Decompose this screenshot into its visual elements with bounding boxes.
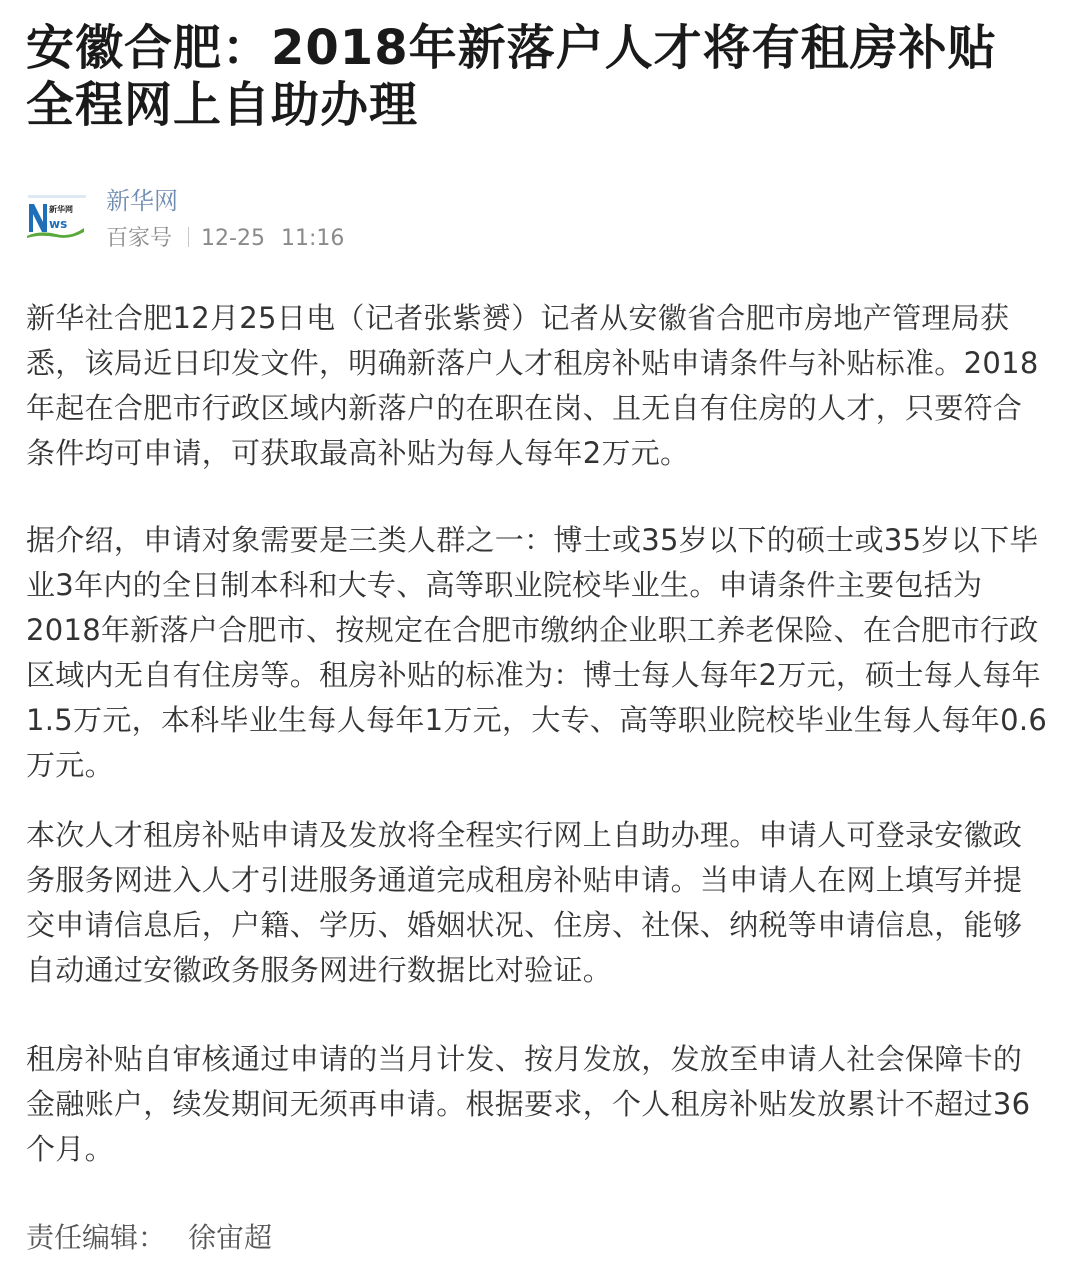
article-meta <box>106 224 344 254</box>
editor-name: 徐宙超 <box>188 1221 273 1254</box>
paragraph: 本次人才租房补贴申请及发放将全程实行网上自助办理。申请人可登录安徽政务服务网进入人才引进服务通道完成租房补贴申请。当申请人在网上填写并提交申请信息后，户籍、学历、婚姻状况、住房、社保、纳税等申请信息，能够自动通过安徽政务服务网进行数据比对验证。 <box>26 818 1023 987</box>
source-name-link[interactable]: 新华网 <box>106 187 178 215</box>
logo-text: ws <box>49 217 68 231</box>
meta-divider <box>188 227 189 247</box>
editor-credit <box>26 1218 272 1258</box>
paragraph: 租房补贴自审核通过申请的当月计发、按月发放，发放至申请人社会保障卡的金融账户，续发期间无须再申请。根据要求，个人租房补贴发放累计不超过36个月。 <box>26 1042 1031 1166</box>
xinhua-news-logo-icon[interactable] <box>26 192 88 238</box>
publish-date: 12-25 <box>201 226 265 251</box>
logo-small-text: 新华网 <box>49 205 73 214</box>
publish-time: 11:16 <box>280 226 345 251</box>
paragraph: 新华社合肥12月25日电（记者张紫赟）记者从安徽省合肥市房地产管理局获悉，该局近日印发文件，明确新落户人才租房补贴申请条件与补贴标准。2018年起在合肥市行政区域内新落户的在职在岗、且无自有住房的人才，只要符合条件均可申请，可获取最高补贴为每人每年2万元。 <box>26 301 1039 470</box>
logo-graphic <box>26 192 88 238</box>
platform-label: 百家号 <box>106 226 173 251</box>
article-title: 安徽合肥：2018年新落户人才将有租房补贴 全程网上自助办理 <box>26 20 997 133</box>
paragraph: 据介绍，申请对象需要是三类人群之一：博士或35岁以下的硕士或35岁以下毕业3年内的全日制本科和大专、高等职业院校毕业生。申请条件主要包括为2018年新落户合肥市、按规定在合肥市缴纳企业职工养老保险、在合肥市行政区域内无自有住房等。租房补贴的标准为：博士每人每年2万元，硕士每人每年1.5万元，本科毕业生每人每年1万元，大专、高等职业院校毕业生每人每年0.6万元。 <box>26 523 1048 782</box>
editor-label: 责任编辑： <box>26 1221 167 1254</box>
byline <box>26 184 626 254</box>
